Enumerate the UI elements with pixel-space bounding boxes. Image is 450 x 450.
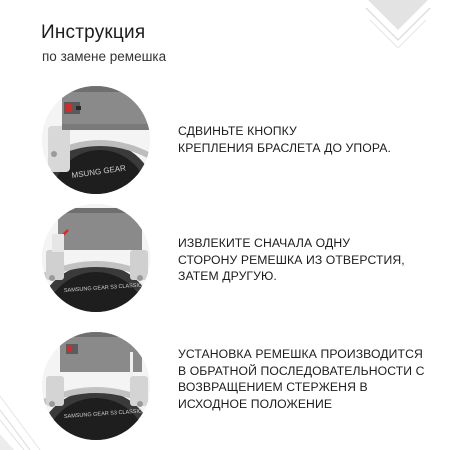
step-3-photo xyxy=(42,332,150,440)
step-1-line: СДВИНЬТЕ КНОПКУ xyxy=(178,124,297,138)
step-2-line: ИЗВЛЕКИТЕ СНАЧАЛА ОДНУ xyxy=(178,236,351,250)
step-3-text xyxy=(178,346,428,412)
step-1-line: КРЕПЛЕНИЯ БРАСЛЕТА ДО УПОРА. xyxy=(178,140,391,155)
step-3-line: ВОЗВРАЩЕНИЕМ СТЕРЖЕНЯ В xyxy=(178,380,368,394)
step-2-line: СТОРОНУ РЕМЕШКА ИЗ ОТВЕРСТИЯ, xyxy=(178,252,405,267)
step-2-line: ЗАТЕМ ДРУГУЮ. xyxy=(178,269,277,283)
step-3-line: ИСХОДНОЕ ПОЛОЖЕНИЕ xyxy=(178,396,333,411)
page-title: Инструкция xyxy=(41,22,146,43)
step-2-photo-text: SAMSUNG GEAR S3 CLASSIC xyxy=(63,282,143,294)
step-3-line: В ОБРАТНОЙ ПОСЛЕДОВАТЕЛЬНОСТИ С xyxy=(178,363,425,378)
step-3-line: УСТАНОВКА РЕМЕШКА ПРОИЗВОДИТСЯ xyxy=(178,347,423,361)
step-1-photo xyxy=(42,86,150,194)
chevron-decoration-icon xyxy=(364,0,432,52)
page-subtitle: по замене ремешка xyxy=(42,49,167,64)
step-2-text xyxy=(178,235,428,285)
step-1-photo-text: MSUNG GEAR xyxy=(71,163,127,180)
step-2-photo xyxy=(42,204,150,312)
step-1-text xyxy=(178,123,428,156)
step-3-photo-text: SAMSUNG GEAR S3 CLASSIC xyxy=(63,408,143,420)
